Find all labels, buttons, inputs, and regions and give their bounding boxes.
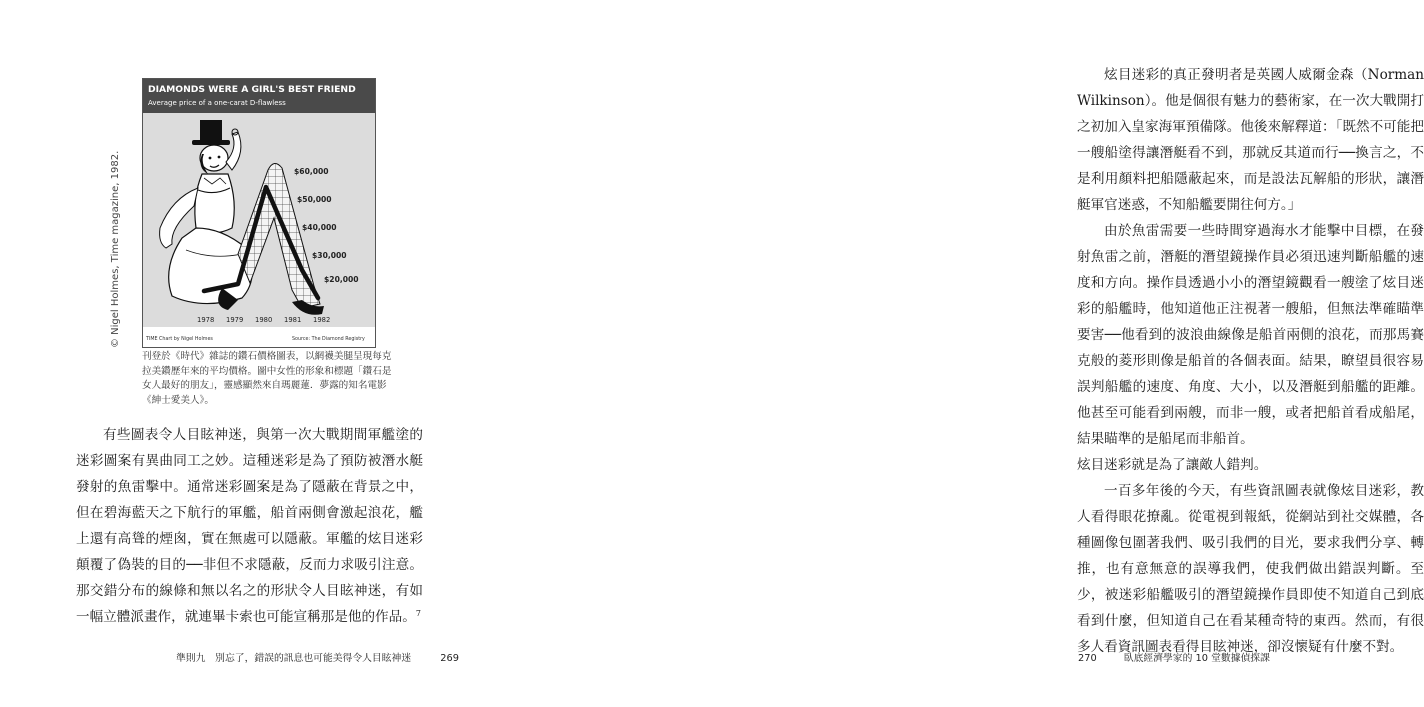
page-number-right: 270 bbox=[1078, 653, 1097, 664]
y-tick-label: $30,000 bbox=[312, 251, 347, 260]
x-tick-label: 1978 bbox=[197, 316, 215, 324]
book-running-title: 臥底經濟學家的 10 堂數據偵探課 bbox=[1123, 653, 1270, 664]
x-tick-label: 1980 bbox=[255, 316, 273, 324]
chapter-running-title: 準則九 別忘了，錯誤的訊息也可能美得令人目眩神迷 bbox=[176, 653, 412, 664]
image-credit-text: © Nigel Holmes, Time magazine, 1982. bbox=[110, 150, 121, 348]
right-paragraph: 炫目迷彩就是為了讓敵人錯判。 bbox=[1077, 457, 1268, 473]
page-number-left: 269 bbox=[440, 653, 459, 664]
right-paragraph: 由於魚雷需要一些時間穿過海水才能擊中目標，在發射魚雷之前，潛艇的潛望鏡操作員必須迅速判斷船艦的速度和方向。操作員透過小小的潛望鏡觀看一艘塗了炫目迷彩的船艦時，他知道他正注視著一艘船，但無法準確瞄準要害──他看到的波浪曲線像是船首兩側的浪花，而那馬賽克般的菱形則像是船首的各個表面。結果，瞭望員很容易誤判船艦的速度、角度、大小，以及潛艇到船艦的距離。他甚至可能看到兩艘，而非一艘，或者把船首看成船尾，結果瞄準的是船尾而非船首。 bbox=[1077, 223, 1424, 447]
figure-caption: 刊登於《時代》雜誌的鑽石價格圖表，以網襪美腿呈現每克拉美鑽歷年來的平均價格。圖中女性的形象和標題「鑽石是女人最好的朋友」，靈感顯然來自瑪麗蓮．夢露的知名電影《紳士愛美人》。 bbox=[142, 351, 392, 406]
figure-footer-right: Source: The Diamond Registry bbox=[292, 337, 365, 342]
right-paragraph: 一百多年後的今天，有些資訊圖表就像炫目迷彩，教人看得眼花撩亂。從電視到報紙，從網站到社交媒體，各種圖像包圍著我們、吸引我們的目光，要求我們分享、轉推，也有意無意的誤導我們，使我們做出錯誤判斷。至少，被迷彩船艦吸引的潛望鏡操作員即使不知道自己到底看到什麼，但知道自己在看某種奇特的東西。然而，有很多人看資訊圖表看得目眩神迷，卻沒懷疑有什麼不對。 bbox=[1077, 483, 1424, 655]
footnote-marker: 7 bbox=[415, 609, 421, 618]
y-tick-label: $60,000 bbox=[294, 167, 329, 176]
right-paragraph: 炫目迷彩的真正發明者是英國人威爾金森（Norman Wilkinson）。他是個很有魅力的藝術家，在一次大戰開打之初加入皇家海軍預備隊。他後來解釋道：「既然不可能把一艘船塗得讓潛艇看不到，那就反其道而行──換言之，不是利用顏料把船隱蔽起來，而是設法瓦解船的形狀，讓潛艇軍官迷惑，不知船艦要開往何方。」 bbox=[1077, 67, 1424, 213]
right-page-footer bbox=[1078, 650, 1270, 664]
figure-subtitle: Average price of a one-carat D-flawless bbox=[148, 99, 286, 107]
left-body-paragraph bbox=[76, 422, 423, 630]
diamond-price-figure bbox=[142, 78, 376, 348]
image-credit bbox=[108, 80, 128, 352]
figure-illustration bbox=[142, 78, 376, 348]
right-page bbox=[500, 0, 1424, 707]
y-tick-label: $40,000 bbox=[302, 223, 337, 232]
y-tick-label: $20,000 bbox=[324, 275, 359, 284]
right-body bbox=[1077, 62, 1424, 660]
x-tick-label: 1982 bbox=[313, 316, 331, 324]
x-tick-label: 1981 bbox=[284, 316, 302, 324]
left-page-footer bbox=[176, 650, 459, 664]
figure-title: DIAMONDS WERE A GIRL'S BEST FRIEND bbox=[148, 84, 356, 95]
y-tick-label: $50,000 bbox=[297, 195, 332, 204]
left-page bbox=[0, 0, 500, 707]
x-tick-label: 1979 bbox=[226, 316, 244, 324]
figure-footer-left: TIME Chart by Nigel Holmes bbox=[146, 337, 213, 342]
left-body-text: 有些圖表令人目眩神迷，與第一次大戰期間軍艦塗的迷彩圖案有異曲同工之妙。這種迷彩是為了預防被潛水艇發射的魚雷擊中。通常迷彩圖案是為了隱蔽在背景之中，但在碧海藍天之下航行的軍艦，船首兩側會激起浪花，艦上還有高聳的煙囪，實在無處可以隱蔽。軍艦的炫目迷彩顛覆了偽裝的目的──非但不求隱蔽，反而力求吸引注意。那交錯分布的線條和無以名之的形狀令人目眩神迷，有如一幅立體派畫作，就連畢卡索也可能宣稱那是他的作品。 bbox=[76, 427, 423, 625]
